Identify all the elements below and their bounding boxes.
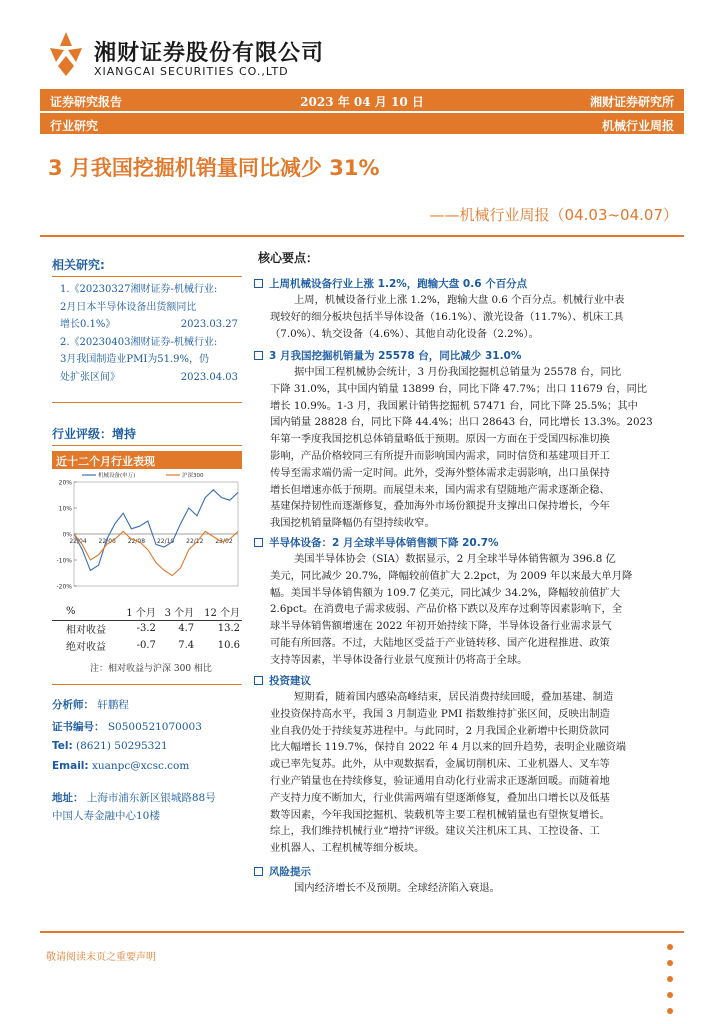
table-bottom-divider — [52, 684, 242, 685]
section-body-5: 国内经济增长不及预期。全球经济陷入衰退。 — [294, 882, 500, 894]
header-bar-top — [40, 89, 684, 111]
company-name-cn: 湘财证券股份有限公司 — [94, 41, 325, 66]
company-name-en: XIANGCAI SECURITIES CO.,LTD — [94, 65, 289, 78]
checkbox-square-icon — [254, 867, 263, 876]
checkbox-square-icon — [254, 351, 263, 360]
address-info — [52, 790, 216, 805]
cert-label: 证书编号： — [52, 721, 105, 733]
report-subtitle: ——机械行业周报（04.03~04.07） — [429, 206, 678, 224]
related-research-divider — [52, 276, 242, 277]
checkbox-square-icon — [254, 279, 263, 288]
certificate-info — [52, 719, 202, 734]
company-logo — [46, 30, 346, 80]
analyst-info — [52, 697, 129, 712]
x-tick-label: 22/08 — [127, 538, 146, 545]
analyst-name: 轩鹏程 — [97, 699, 129, 711]
section-title-2: 3 月我国挖掘机销量为 25578 台，同比减少 31.0% — [254, 348, 521, 363]
email-info — [52, 760, 189, 772]
related-item-2-line-1[interactable]: 2.《20230403湘财证券-机械行业: — [60, 336, 218, 348]
related-item-1-line-3[interactable]: 增长0.1%》 — [60, 319, 116, 330]
perf-header-12m: 12 个月 — [204, 607, 240, 619]
cert-value: S0500521070003 — [107, 721, 202, 733]
rating-divider — [52, 445, 242, 446]
tel-value: (8621) 50295321 — [76, 740, 168, 752]
email-label: Email: — [52, 760, 89, 772]
related-research-list — [60, 281, 238, 386]
perf-cell: 10.6 — [217, 640, 240, 651]
tel-label: Tel: — [52, 740, 73, 752]
section-body-2: 据中国工程机械协会统计，3 月份我国挖掘机总销量为 25578 台，同比 下降 31.0%，其中国内销量 13899 台，同比下降 47.7%；出口 11679 台，同比 增长 10.9%。1-3 月，我国累计销售挖掘机 57471 台，同比下降 25.5%；其中 国内销量 28828 台，同比下降 44.4%；出口 28643 台，同比增长 13.3%。2023 年第一季度我国挖机总体销量略低于预期。原因一方面在于受国四标准切换 影响，产品价格较同三有所提升而影响国内需求，同时信贷和基建项目开工 传导至需求端仍需一定时间。此外，受海外整体需求走弱影响，出口虽保持 增长但增速亦低于预期。而展望未来，国内需求有望随地产需求逐渐企稳、 基建保持韧性而逐渐修复，叠加海外市场份额提升支撑出口保持增长，今年 我国挖机销量降幅仍有望持续收窄。 — [270, 366, 653, 530]
table-row — [52, 637, 242, 654]
perf-cell: 7.4 — [178, 640, 195, 651]
legend-label-2: 沪深300 — [182, 473, 204, 479]
research-institute: 湘财证券研究所 — [589, 95, 674, 109]
performance-table — [52, 603, 242, 654]
footer-divider — [40, 931, 684, 933]
section-title-4: 投资建议 — [254, 673, 311, 688]
section-title-5: 风险提示 — [254, 864, 311, 879]
industry-rating: 行业评级：增持 — [52, 427, 137, 441]
perf-cell: -0.7 — [136, 640, 156, 651]
y-tick-label: 20% — [58, 479, 72, 487]
section-title-3: 半导体设备：2 月全球半导体销售额下降 20.7% — [254, 535, 499, 550]
email-value[interactable]: xuanpc@xcsc.com — [91, 760, 190, 772]
x-tick-label: 22/06 — [98, 538, 116, 545]
y-tick-label: -20% — [56, 583, 72, 591]
table-row — [52, 620, 242, 637]
x-tick-label: 22/12 — [186, 538, 204, 545]
related-research-heading: 相关研究: — [52, 258, 105, 272]
performance-chart — [52, 470, 242, 598]
y-tick-label: -10% — [56, 557, 72, 565]
related-item-1-line-2[interactable]: 2月日本半导体设备出货额同比 — [60, 301, 197, 313]
report-title: 3 月我国挖掘机销量同比减少 31% — [48, 156, 380, 180]
performance-note: 注：相对收益与沪深 300 相比 — [90, 664, 212, 674]
y-tick-label: 10% — [58, 505, 72, 513]
legend-label-1: 机械设备(申万) — [98, 473, 136, 479]
related-item-2-line-3[interactable]: 处扩张区间》 — [60, 371, 120, 383]
report-type: 证券研究报告 — [50, 95, 123, 109]
header-bar-bottom — [40, 113, 684, 134]
related-item-1-line-1[interactable]: 1.《20230327湘财证券-机械行业: — [60, 284, 218, 295]
footer-dots-icon — [664, 941, 676, 1019]
related-item-2-line-2[interactable]: 3月我国制造业PMI为51.9%，仍 — [60, 354, 210, 365]
y-tick-label: 0% — [62, 531, 72, 539]
address-label: 地址： — [52, 792, 84, 804]
perf-cell: 4.7 — [178, 623, 195, 635]
perf-header-1m: 1 个月 — [126, 607, 156, 619]
perf-row-label: 绝对收益 — [66, 642, 106, 653]
report-date: 2023 年 04 月 10 日 — [300, 95, 424, 109]
perf-header-3m: 3 个月 — [164, 607, 195, 619]
footer-disclaimer: 敬请阅读末页之重要声明 — [46, 952, 156, 963]
related-item-1-date: 2023.03.27 — [180, 319, 238, 330]
title-divider — [40, 235, 684, 237]
section-body-3: 美国半导体协会（SIA）数据显示，2 月全球半导体销售额为 396.8 亿 美元，同比减少 20.7%，降幅较前值扩大 2.2pct，为 2009 年以来最大单月降 幅。美国半导体销售额为 109.7 亿美元，同比减少 34.2%，降幅较前值扩大 2.6pct。在消费电子需求疲弱、产品价格下跌以及库存过剩等因素影响下，全 球半导体销售额增速在 2022 年初开始持续下降，半导体设备行业需求景气 可能有所回落。不过，大陆地区受益于产业链转移、国产化进程推进、政策 支持等因素，半导体设备行业景气度预计仍将高于全球。 — [270, 553, 633, 666]
core-points-heading: 核心要点： — [258, 251, 319, 265]
chart-title: 近十二个月行业表现 — [52, 451, 242, 469]
x-tick-label: 22/10 — [156, 538, 175, 545]
checkbox-square-icon — [254, 538, 263, 547]
perf-cell: 13.2 — [217, 623, 240, 635]
x-tick-label: 22/04 — [69, 538, 87, 545]
report-series: 机械行业周报 — [601, 119, 674, 133]
analyst-label: 分析师： — [52, 699, 94, 711]
address-line-1: 上海市浦东新区银城路88号 — [86, 792, 216, 804]
perf-header-unit: % — [66, 605, 76, 617]
tel-info — [52, 740, 168, 752]
research-category: 行业研究 — [50, 119, 99, 133]
company-logo-icon — [46, 30, 86, 78]
checkbox-square-icon — [254, 676, 263, 685]
perf-cell: -3.2 — [136, 623, 156, 635]
section-title-1: 上周机械设备行业上涨 1.2%，跑输大盘 0.6 个百分点 — [254, 276, 527, 291]
series-line-1 — [74, 490, 238, 571]
perf-row-label: 相对收益 — [66, 625, 106, 637]
x-tick-label: 23/02 — [215, 538, 233, 545]
performance-header-row — [52, 603, 242, 620]
section-body-1: 上周，机械设备行业上涨 1.2%，跑输大盘 0.6 个百分点。机械行业中表 现较好的细分板块包括半导体设备（16.1%）、激光设备（11.7%）、机床工具 （7.0%）、轨交设备（4.6%）、其他自动化设备（2.2%）。 — [270, 294, 625, 340]
section-body-4: 短期看，随着国内感染高峰结束，居民消费持续回暖，叠加基建、制造 业投资保持高水平，我国 3 月制造业 PMI 指数维持扩张区间，反映出制造 业自我仍处于持续复苏进程中。与此同时，2 月我国企业新增中长期贷款同 比大幅增长 119.7%，保持自 2022 年 4 月以来的回升趋势，表明企业融资端 或已率先复苏。此外，从中观数据看，金属切削机床、工业机器人、叉车等 行业产销量也在持续修复，验证通用自动化行业需求正逐渐回暖。而随着地 产支持力度不断加大，行业供需两端有望逐渐修复，叠加出口增长以及低基 数等因素，今年我国挖掘机、装载机等主要工程机械销量也有望恢复增长。 综上，我们维持机械行业“增持”评级。建议关注机床工具、工控设备、工 业机器人、工程机械等细分板块。 — [270, 691, 627, 855]
related-research-bottom-divider — [52, 402, 242, 403]
related-item-2-date: 2023.04.03 — [180, 371, 238, 383]
address-line-2: 中国人寿金融中心10楼 — [52, 810, 160, 822]
